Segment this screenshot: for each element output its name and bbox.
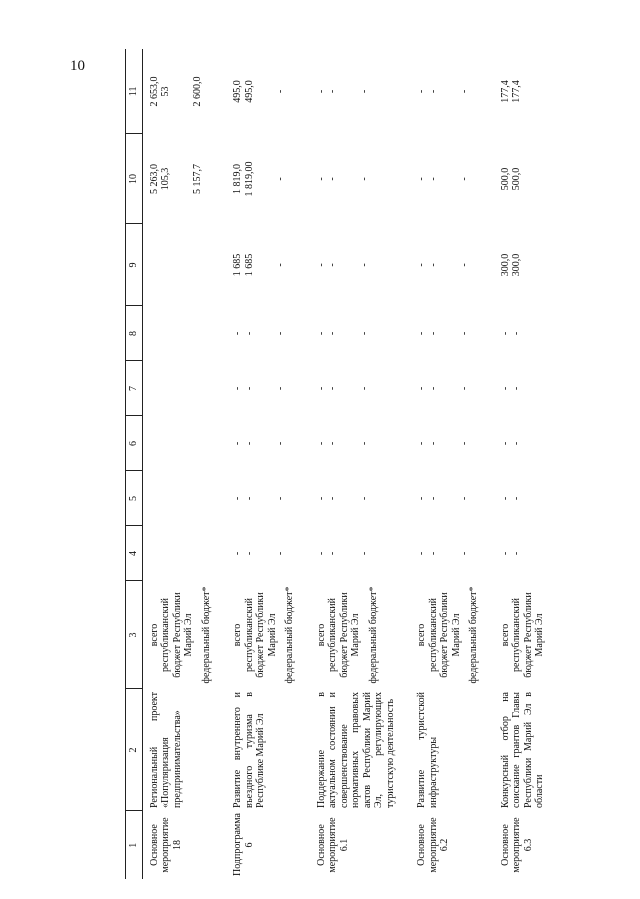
header-row (126, 49, 143, 879)
source-republic: республиканский бюджет Республики Марий Эл (160, 592, 194, 678)
value-cell-c9 (226, 224, 310, 306)
value-cell-c5 (494, 471, 560, 526)
value: - (232, 551, 243, 556)
value: - (358, 177, 370, 181)
description-cell: Конкурсный отбор на соискание грантов Главы Республики Марий Эл в области (499, 692, 545, 808)
value: - (499, 551, 511, 556)
value-cell-c11 (494, 49, 560, 134)
value: 2 600,0 (191, 76, 203, 107)
source-total: всего (416, 623, 427, 647)
value: - (427, 386, 439, 391)
value (178, 419, 190, 468)
measure-cell: Подпрограмма 6 (232, 813, 255, 876)
source-cell (310, 581, 411, 689)
value: - (427, 177, 439, 181)
value: - (275, 331, 286, 336)
value: - (358, 551, 370, 556)
value: - (315, 496, 327, 501)
value-cell-c7 (142, 361, 226, 416)
value: - (327, 177, 338, 181)
description-cell: Региональный проект «Популяризация предпринимательства» (148, 692, 183, 808)
col-header-10: 10 (126, 134, 143, 224)
value-cell-c11 (310, 49, 411, 134)
value (178, 309, 190, 358)
value: - (499, 441, 511, 446)
value: - (275, 551, 286, 556)
value: - (459, 89, 470, 94)
value-cell-c8 (310, 306, 411, 361)
value-cell-c9 (410, 224, 494, 306)
value-cell-c5 (310, 471, 411, 526)
value-cell-c8 (410, 306, 494, 361)
col-header-4: 4 (126, 526, 143, 581)
value (160, 419, 172, 468)
source-republic: республиканский бюджет Республики Марий Эл (243, 592, 278, 678)
value (149, 227, 161, 303)
value-cell-c4 (494, 526, 560, 581)
value (149, 419, 161, 468)
value: - (459, 263, 470, 267)
value: - (459, 551, 470, 556)
value-cell-c7 (226, 361, 310, 416)
value: - (427, 441, 439, 446)
col-header-2: 2 (126, 689, 143, 811)
value: - (315, 89, 327, 94)
value: 500,0 (511, 167, 522, 191)
col-header-1: 1 (126, 811, 143, 879)
value: - (511, 551, 522, 556)
value: - (315, 551, 327, 556)
value (178, 364, 190, 413)
value (178, 227, 190, 303)
source-federal: федеральный бюджет* (200, 586, 212, 684)
value: - (243, 551, 255, 556)
source-total: всего (232, 623, 243, 647)
value-cell-c8 (226, 306, 310, 361)
value-cell-c10 (142, 134, 226, 224)
table-row (410, 49, 494, 879)
value-cell-c6 (410, 416, 494, 471)
value (149, 309, 161, 358)
budget-table (125, 49, 560, 879)
value (149, 474, 161, 523)
value: - (416, 331, 427, 336)
source-federal: федеральный бюджет* (284, 586, 295, 684)
value: 495,0 (232, 80, 243, 103)
value-cell-c7 (410, 361, 494, 416)
value-cell-c4 (310, 526, 411, 581)
source-cell (410, 581, 494, 689)
value: - (416, 441, 427, 446)
value-cell-c9 (310, 224, 411, 306)
value-cell-c9 (494, 224, 560, 306)
value: 53 (160, 86, 171, 97)
table-row (142, 49, 226, 879)
value: - (459, 331, 470, 336)
value: - (416, 263, 427, 267)
col-header-7: 7 (126, 361, 143, 416)
value: 1 685 (243, 253, 255, 277)
value: - (243, 386, 255, 391)
col-header-9: 9 (126, 224, 143, 306)
value: - (358, 331, 370, 336)
value: - (315, 386, 327, 391)
value: - (243, 331, 255, 336)
source-total: всего (148, 623, 160, 647)
value (160, 529, 172, 578)
value: - (358, 496, 370, 501)
value: - (327, 441, 338, 446)
value: 5 263,0 (148, 164, 160, 194)
source-total: всего (499, 623, 511, 647)
value: 1 819,0 (232, 164, 243, 194)
description-cell: Развитие туристской инфраструктуры (416, 692, 439, 808)
value: - (275, 263, 286, 267)
value-cell-c4 (226, 526, 310, 581)
value: - (358, 89, 370, 94)
table-row (494, 49, 560, 879)
value-cell-c10 (410, 134, 494, 224)
value: 495,0 (243, 80, 255, 103)
value: - (459, 441, 470, 446)
page-number: 10 (70, 58, 85, 74)
col-header-3: 3 (126, 581, 143, 689)
value: 300,0 (499, 253, 511, 277)
value: - (416, 386, 427, 391)
value: - (459, 386, 470, 391)
value (178, 529, 190, 578)
value: - (243, 441, 255, 446)
value: - (275, 89, 286, 94)
value: - (232, 441, 243, 446)
value: 1 819,00 (243, 161, 255, 197)
value: - (327, 331, 338, 336)
measure-cell: Основное мероприятие 18 (148, 817, 183, 873)
value-cell-c10 (310, 134, 411, 224)
value: 177,4 (511, 80, 522, 103)
value: - (427, 551, 439, 556)
measure-cell: Основное мероприятие 6.1 (315, 817, 350, 873)
value (149, 364, 161, 413)
value: - (327, 496, 338, 501)
value-cell-c5 (142, 471, 226, 526)
table-row (226, 49, 310, 879)
source-republic: республиканский бюджет Республики Марий Эл (427, 592, 462, 678)
value: - (327, 551, 338, 556)
value: - (358, 386, 370, 391)
value: - (232, 331, 243, 336)
value: 177,4 (499, 80, 511, 103)
value: - (459, 177, 470, 181)
value-cell-c7 (310, 361, 411, 416)
value-cell-c4 (410, 526, 494, 581)
value: 300,0 (511, 253, 522, 277)
value: - (416, 177, 427, 181)
value-cell-c6 (226, 416, 310, 471)
value: - (459, 496, 470, 501)
value: 105,3 (160, 167, 171, 191)
value: - (327, 89, 338, 94)
value: - (275, 386, 286, 391)
value (178, 474, 190, 523)
table-row (310, 49, 411, 879)
source-federal: федеральный бюджет* (468, 586, 479, 684)
value: - (327, 386, 338, 391)
value (149, 529, 161, 578)
value: - (315, 441, 327, 446)
value-cell-c11 (410, 49, 494, 134)
value (160, 227, 172, 303)
source-cell (142, 581, 226, 689)
value (160, 309, 172, 358)
source-cell (226, 581, 310, 689)
value-cell-c10 (226, 134, 310, 224)
value: - (511, 331, 522, 336)
value-cell-c9 (142, 224, 226, 306)
value-cell-c5 (226, 471, 310, 526)
value: - (232, 496, 243, 501)
value-cell-c11 (226, 49, 310, 134)
measure-cell: Основное мероприятие 6.2 (416, 817, 450, 873)
col-header-8: 8 (126, 306, 143, 361)
value: - (416, 551, 427, 556)
value: - (511, 441, 522, 446)
value: - (511, 496, 522, 501)
value: - (243, 496, 255, 501)
col-header-5: 5 (126, 471, 143, 526)
value-cell-c6 (310, 416, 411, 471)
value: - (416, 496, 427, 501)
source-total: всего (315, 623, 327, 647)
value-cell-c5 (410, 471, 494, 526)
rotated-table-sheet (125, 25, 640, 879)
col-header-6: 6 (126, 416, 143, 471)
value: - (358, 263, 370, 267)
value-cell-c8 (494, 306, 560, 361)
source-cell (494, 581, 560, 689)
value: - (499, 386, 511, 391)
measure-cell: Основное мероприятие 6.3 (499, 817, 534, 873)
value: - (275, 441, 286, 446)
value-cell-c4 (142, 526, 226, 581)
value: - (416, 89, 427, 94)
value: - (499, 496, 511, 501)
value-cell-c11 (142, 49, 226, 134)
value: - (315, 177, 327, 181)
value: - (327, 263, 338, 267)
source-republic: республиканский бюджет Республики Марий Эл (327, 592, 361, 678)
value: - (275, 177, 286, 181)
col-header-11: 11 (126, 49, 143, 134)
value: 5 157,7 (191, 164, 203, 194)
value: - (427, 89, 439, 94)
value (160, 474, 172, 523)
value-cell-c10 (494, 134, 560, 224)
value-cell-c6 (142, 416, 226, 471)
description-cell: Поддержание в актуальном состоянии и совершенствование нормативных правовых актов Республики Марий Эл, регулирующих туристскую деятельность (315, 692, 396, 808)
value: - (499, 331, 511, 336)
value (160, 364, 172, 413)
value-cell-c6 (494, 416, 560, 471)
value: - (315, 263, 327, 267)
description-cell: Развитие внутреннего и въездного туризма в Республике Марий Эл (232, 692, 266, 808)
value: - (232, 386, 243, 391)
value-cell-c7 (494, 361, 560, 416)
value: - (427, 263, 439, 267)
value: 1 685 (232, 253, 243, 277)
value: - (275, 496, 286, 501)
value: - (427, 331, 439, 336)
source-republic: республиканский бюджет Республики Марий Эл (511, 592, 545, 678)
value-cell-c8 (142, 306, 226, 361)
value: - (511, 386, 522, 391)
source-federal: федеральный бюджет* (367, 586, 379, 684)
value: - (427, 496, 439, 501)
value: 500,0 (499, 167, 511, 191)
value: - (358, 441, 370, 446)
value: - (315, 331, 327, 336)
value: 2 653,0 (148, 76, 160, 107)
